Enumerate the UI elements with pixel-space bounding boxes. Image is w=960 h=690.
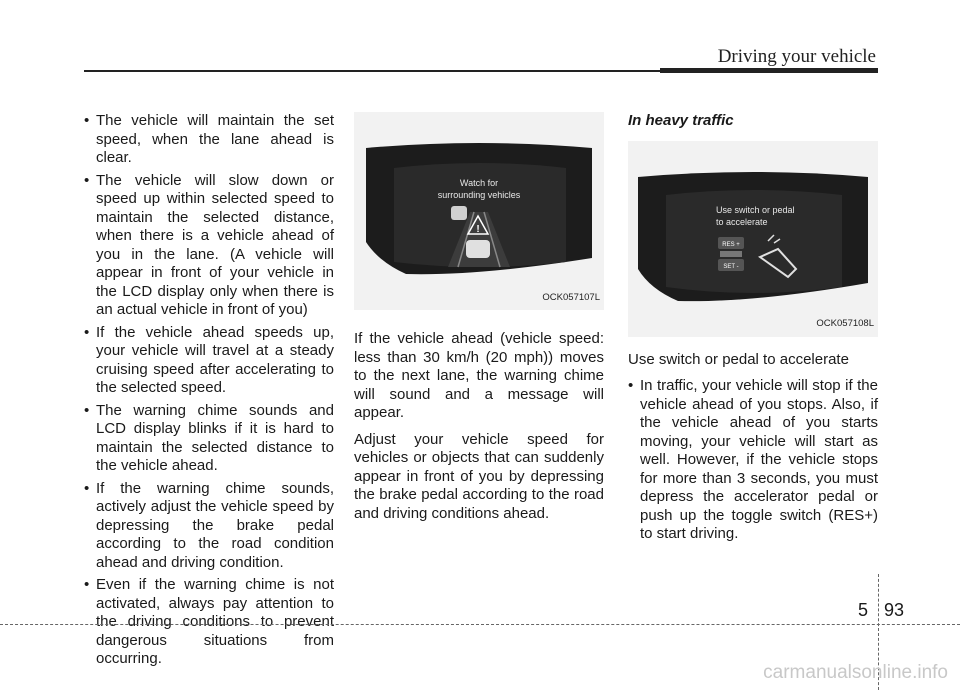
watermark: carmanualsonline.info: [763, 662, 948, 683]
set-label: SET -: [723, 263, 739, 270]
res-label: RES +: [722, 241, 740, 248]
paragraph: If the vehicle ahead (vehicle speed: less than 30 km/h (20 mph)) moves to the next lane, the warning chime will sound and a message will appear.: [354, 330, 604, 421]
figure-line1: Watch for: [459, 178, 499, 188]
chapter-number: 5: [858, 600, 869, 620]
figure-watch-surrounding: [354, 112, 604, 310]
figure-line1: Use switch or pedal: [716, 204, 795, 215]
list-item: • Even if the warning chime is not activated, always pay attention to the driving conditions to prevent dangerous situations from occurring.: [84, 576, 334, 669]
figure-line2: to accelerate: [716, 216, 768, 227]
figure-code: OCK057107L: [542, 291, 600, 303]
cluster-display-illustration: [628, 141, 878, 337]
column-right: [628, 112, 878, 548]
paragraph: Adjust your vehicle speed for vehicles or objects that can suddenly appear in front of you by depressing the brake pedal according to the road and driving conditions ahead.: [354, 430, 604, 522]
list-item: • If the warning chime sounds, actively adjust the vehicle speed by depressing the brake pedal according to the road condition ahead and driving condition.: [84, 480, 334, 573]
header-rule-accent: [660, 68, 878, 73]
footer-rule: [0, 624, 960, 625]
bullet-list: [628, 377, 878, 544]
figure-use-switch-pedal: [628, 141, 878, 337]
section-heading: In heavy traffic: [628, 112, 734, 129]
figure-line2: surrounding vehicles: [437, 190, 521, 200]
column-left: [84, 112, 334, 673]
page-number: 93: [884, 600, 905, 620]
page-header-title: Driving your vehicle: [717, 46, 876, 67]
own-vehicle-icon: [466, 240, 490, 258]
vehicle-ahead-icon: [451, 206, 467, 220]
list-item: • The vehicle will maintain the set speed, when the lane ahead is clear.: [84, 112, 334, 168]
cluster-display-illustration: [354, 112, 604, 310]
toggle-switch-icon: [720, 251, 742, 257]
list-item: • If the vehicle ahead speeds up, your vehicle will travel at a steady cruising speed after accelerating to the selected speed.: [84, 324, 334, 398]
list-item: • The vehicle will slow down or speed up within selected speed to maintain the selected distance, when there is a vehicle ahead of you in the lane. (A vehicle will appear in front of your vehicle in the LCD display only when there is an actual vehicle in front of you): [84, 172, 334, 320]
list-item: • In traffic, your vehicle will stop if the vehicle ahead of you stops. Also, if the vehicle ahead of you starts moving, your vehicle will start as well. However, if the vehicle stops for more than 3 seconds, you must depress the accelerator pedal or push up the toggle switch (RES+) to start driving.: [628, 377, 878, 544]
svg-text:!: !: [476, 224, 480, 235]
bullet-list: [84, 112, 334, 669]
subheading: Use switch or pedal to accelerate: [628, 350, 849, 368]
column-middle: [354, 112, 604, 531]
list-item: • The warning chime sounds and LCD display blinks if it is hard to maintain the selected distance to the vehicle ahead.: [84, 402, 334, 476]
figure-code: OCK057108L: [816, 318, 874, 329]
